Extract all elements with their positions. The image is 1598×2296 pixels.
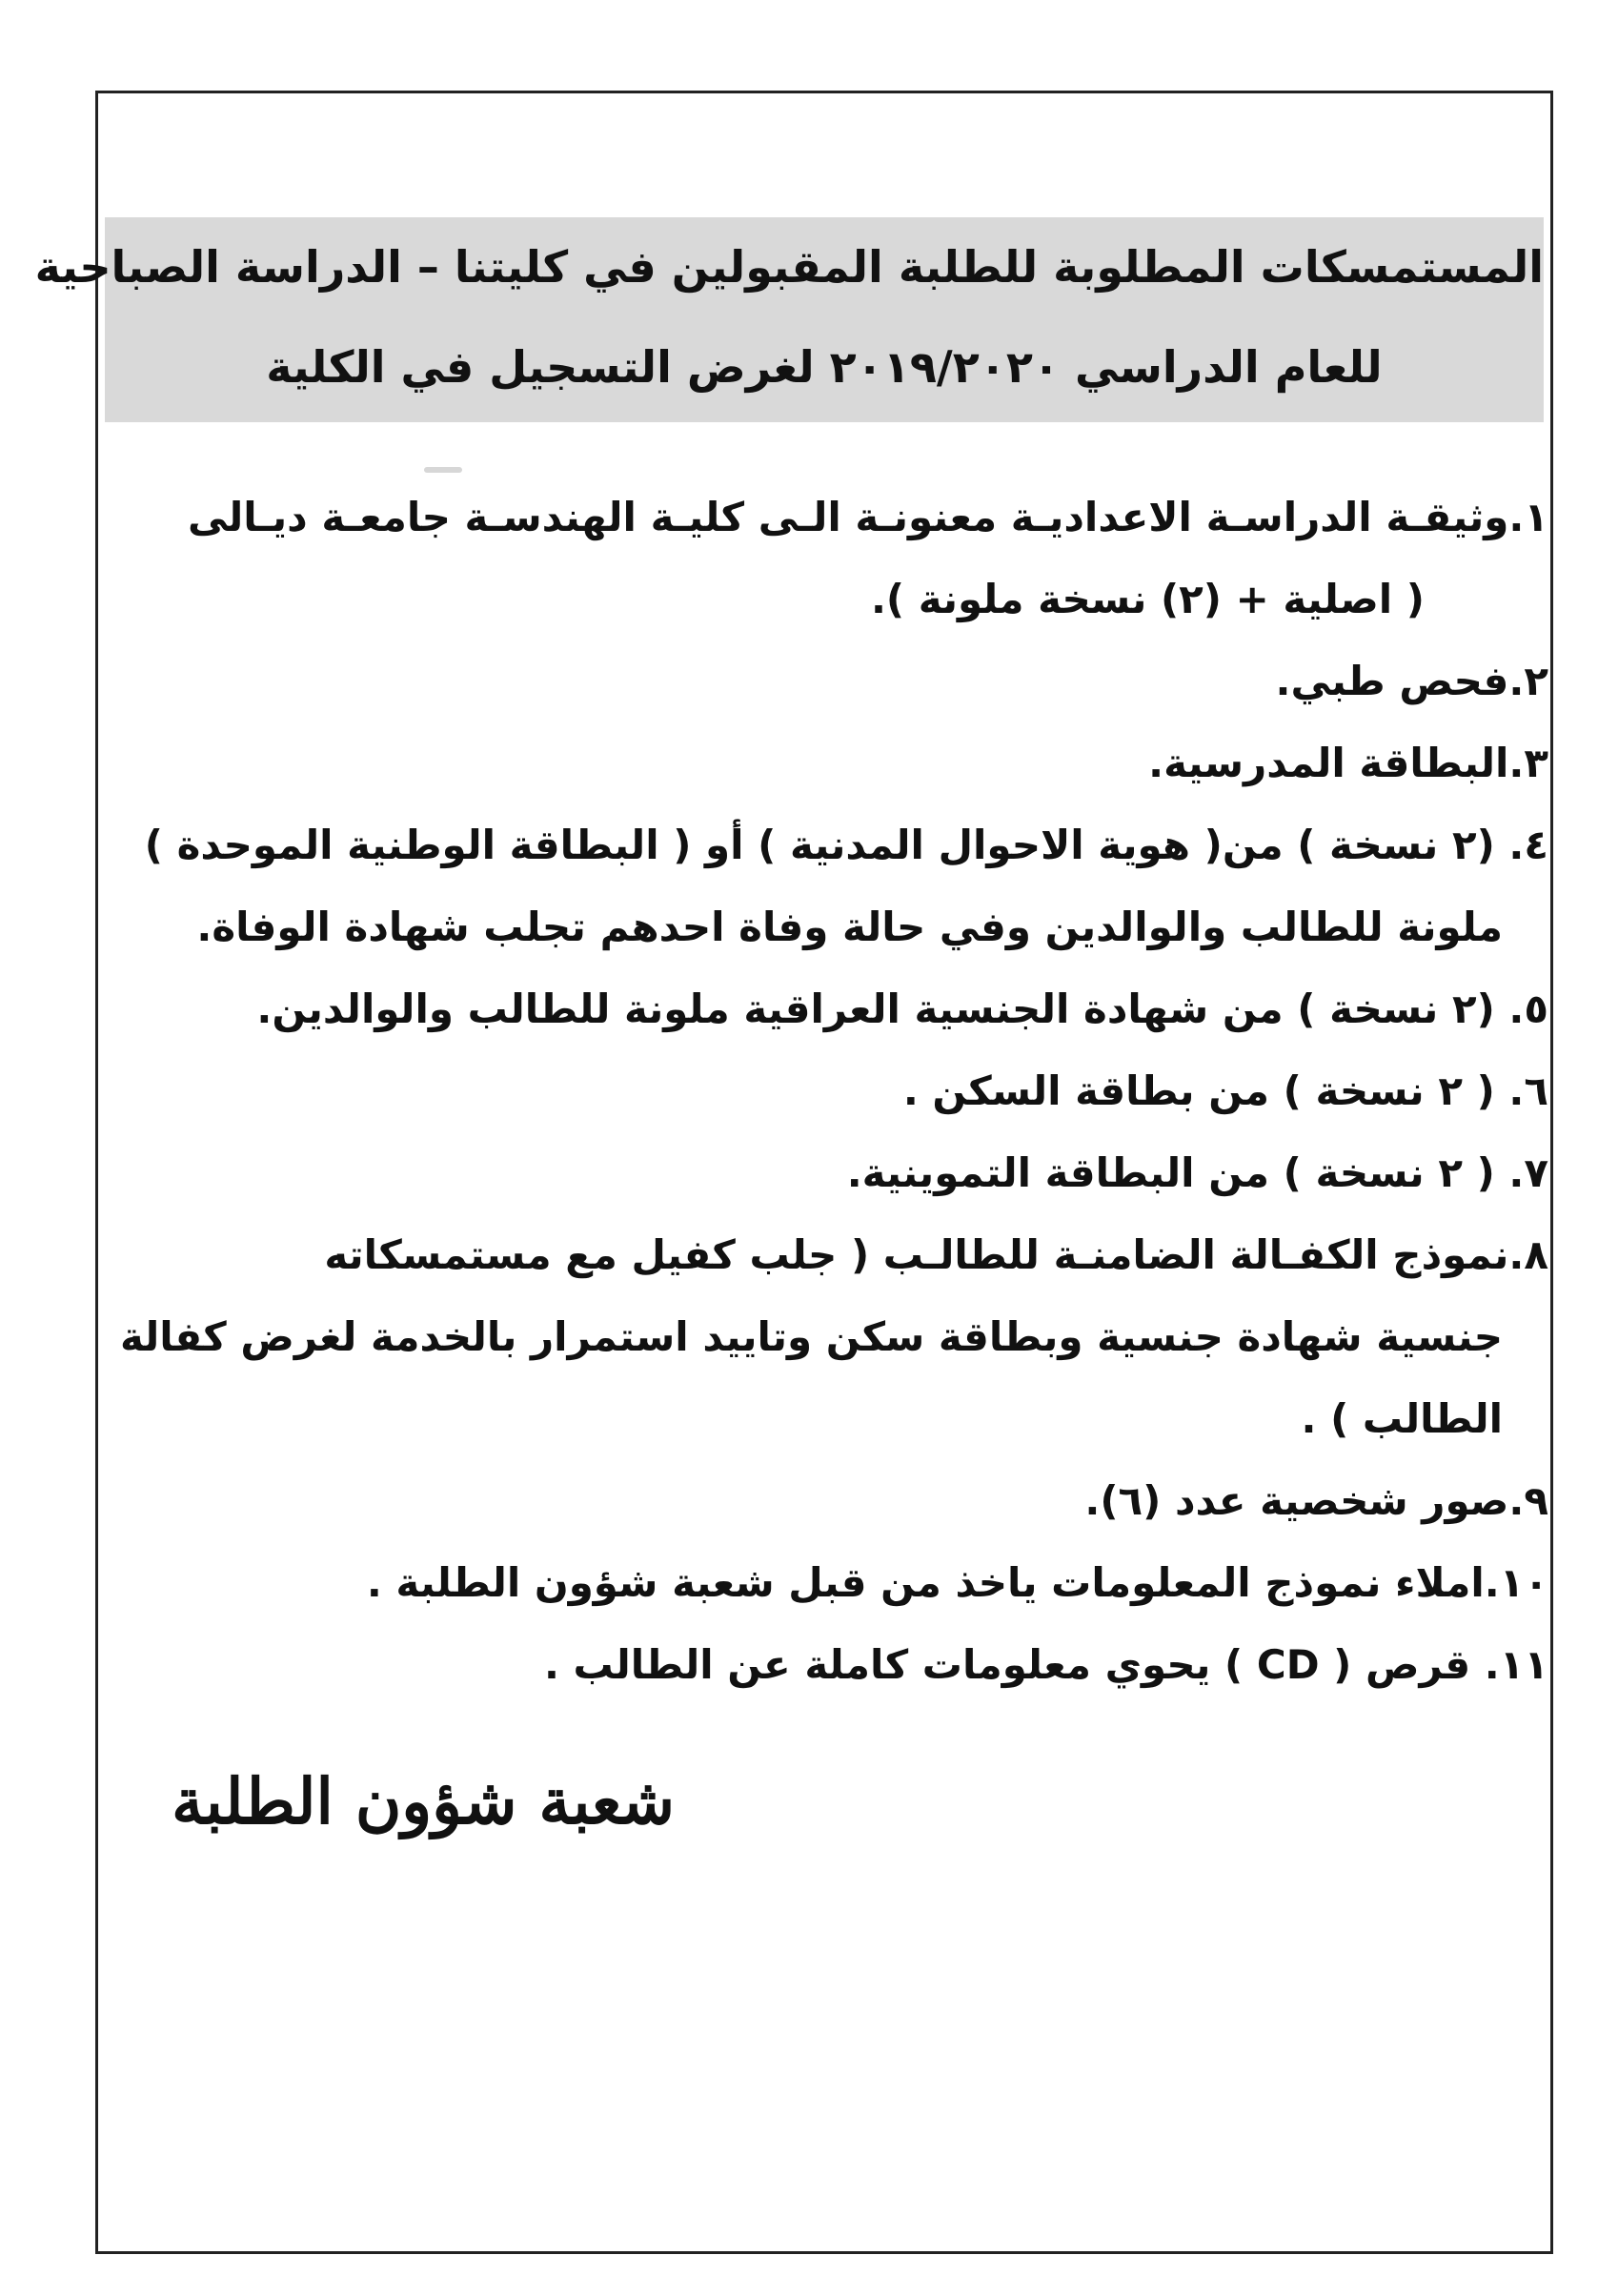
list-item (110, 1132, 1548, 1214)
list-item (110, 1460, 1548, 1542)
list-item-line: ١.وثيقـة الدراسـة الاعداديـة معنونـة الـى كليـة الهندسـة جامعـة ديـالى (187, 494, 1548, 540)
list-item-line: ملونة للطالب والوالدين وفي حالة وفاة احدهم تجلب شهادة الوفاة. (196, 904, 1503, 950)
list-item (110, 722, 1548, 804)
list-item-line: ٥. (٢ نسخة ) من شهادة الجنسية العراقية ملونة للطالب والوالدين. (256, 985, 1548, 1032)
list-item-line: ٧. ( ٢ نسخة ) من البطاقة التموينية. (846, 1149, 1548, 1196)
scan-smudge (424, 467, 462, 473)
list-item-line: ١٠.املاء نموذج المعلومات ياخذ من قبل شعبة شؤون الطلبة . (366, 1559, 1548, 1606)
list-item (110, 477, 1548, 640)
list-item (110, 804, 1548, 968)
list-item-line: ( اصلية + (٢) نسخة ملونة ). (870, 576, 1425, 622)
header-title-line-1: المستمسكات المطلوبة للطلبة المقبولين في كليتنا – الدراسة الصباحية (34, 241, 1544, 293)
list-item-line: الطالب ) . (1301, 1395, 1503, 1442)
list-item-line: جنسية شهادة جنسية وبطاقة سكن وتاييد استمرار بالخدمة لغرض كفالة (120, 1313, 1503, 1360)
signature-department: شعبة شؤون الطلبة (172, 1764, 675, 1839)
list-item (110, 640, 1548, 722)
list-item-line: ٦. ( ٢ نسخة ) من بطاقة السكن . (902, 1067, 1548, 1114)
list-item (110, 1050, 1548, 1132)
header-title-line-2: للعام الدراسي ٢٠١٩/٢٠٢٠ لغرض التسجيل في الكلية (266, 341, 1383, 393)
list-item (110, 1624, 1548, 1706)
list-item (110, 968, 1548, 1050)
list-item (110, 1542, 1548, 1624)
requirements-list (110, 477, 1548, 1706)
list-item-line: ٤. (٢ نسخة ) من( هوية الاحوال المدنية ) أو ( البطاقة الوطنية الموحدة ) (144, 822, 1548, 868)
list-item-line: ١١. قرص ( CD ) يحوي معلومات كاملة عن الطالب . (543, 1641, 1548, 1688)
list-item-line: ٨.نموذج الكفـالة الضامنـة للطالـب ( جلب كفيل مع مستمسكاته (324, 1231, 1548, 1278)
list-item-line: ٢.فحص طبي. (1275, 658, 1548, 704)
list-item (110, 1214, 1548, 1460)
document-header (34, 217, 1544, 422)
list-item-line: ٩.صور شخصية عدد (٦). (1084, 1477, 1548, 1524)
list-item-line: ٣.البطاقة المدرسية. (1148, 740, 1548, 786)
